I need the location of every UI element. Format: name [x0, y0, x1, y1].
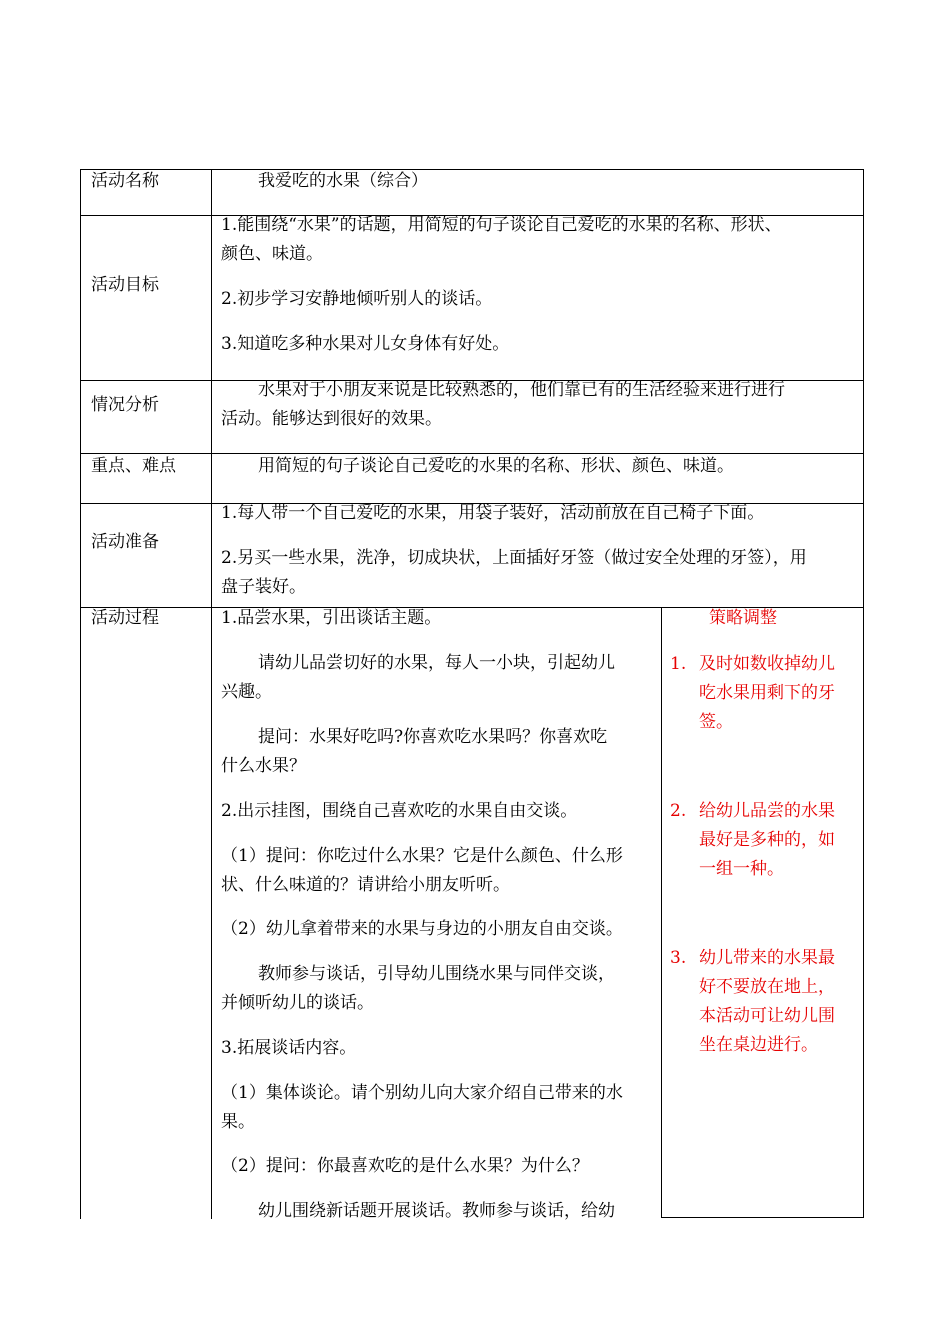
process-line: 2.出示挂图，围绕自己喜欢吃的水果自由交谈。	[221, 801, 578, 821]
label-activity-name: 活动名称	[91, 171, 159, 191]
analysis-line-1: 水果对于小朋友来说是比较熟悉的，他们靠已有的生活经验来进行进行	[258, 380, 785, 400]
process-line: 幼儿围绕新话题开展谈话。教师参与谈话，给幼	[258, 1201, 615, 1221]
strategy-number: 2.	[670, 801, 687, 821]
goal-line-1-cont: 颜色、味道。	[221, 244, 323, 264]
label-activity-goals: 活动目标	[91, 275, 159, 295]
table-border-right	[863, 169, 864, 1218]
process-line: 教师参与谈话，引导幼儿围绕水果与同伴交谈，	[258, 964, 615, 984]
strategy-item-line: 给幼儿品尝的水果	[699, 801, 835, 821]
process-line: 1.品尝水果，引出谈话主题。	[221, 608, 442, 628]
prep-line-2-cont: 盘子装好。	[221, 577, 306, 597]
strategy-item-line: 幼儿带来的水果最	[699, 948, 835, 968]
strategy-item-line: 好不要放在地上，	[699, 977, 835, 997]
goal-line-1: 1.能围绕“水果”的话题，用简短的句子谈论自己爱吃的水果的名称、形状、	[221, 215, 782, 235]
strategy-item-line: 吃水果用剩下的牙	[699, 683, 835, 703]
process-line: 果。	[221, 1112, 255, 1132]
strategy-item-line: 签。	[699, 712, 733, 732]
strategy-item-line: 坐在桌边进行。	[699, 1035, 818, 1055]
label-activity-process: 活动过程	[91, 608, 159, 628]
process-line: （1）提问：你吃过什么水果？它是什么颜色、什么形	[221, 846, 623, 866]
label-key-difficult-points: 重点、难点	[91, 456, 176, 476]
goal-line-3: 3.知道吃多种水果对儿女身体有好处。	[221, 334, 510, 354]
process-line: （1）集体谈论。请个别幼儿向大家介绍自己带来的水	[221, 1083, 623, 1103]
label-activity-preparation: 活动准备	[91, 532, 159, 552]
strategy-title: 策略调整	[709, 608, 777, 628]
prep-line-1: 1.每人带一个自己爱吃的水果，用袋子装好，活动前放在自己椅子下面。	[221, 503, 765, 523]
strategy-item-line: 最好是多种的，如	[699, 830, 835, 850]
strategy-item-line: 及时如数收掉幼儿	[699, 654, 835, 674]
label-column-divider	[211, 169, 212, 1219]
strategy-number: 3.	[670, 948, 687, 968]
process-line: 什么水果？	[221, 756, 306, 776]
goal-line-2: 2.初步学习安静地倾听别人的谈话。	[221, 289, 493, 309]
process-line: 3.拓展谈话内容。	[221, 1038, 357, 1058]
process-line: 并倾听幼儿的谈话。	[221, 993, 374, 1013]
strategy-item-line: 本活动可让幼儿围	[699, 1006, 835, 1026]
process-line: 状、什么味道的？请讲给小朋友听听。	[221, 875, 510, 895]
process-line: 请幼儿品尝切好的水果，每人一小块，引起幼儿	[258, 653, 615, 673]
process-line: （2）幼儿拿着带来的水果与身边的小朋友自由交谈。	[221, 919, 623, 939]
strategy-item-line: 一组一种。	[699, 859, 784, 879]
activity-name-value: 我爱吃的水果（综合）	[258, 171, 428, 191]
strategy-bottom	[661, 1217, 864, 1218]
table-border-left	[80, 169, 81, 1219]
process-line: 提问：水果好吃吗?你喜欢吃水果吗？你喜欢吃	[258, 727, 608, 747]
prep-line-2: 2.另买一些水果，洗净，切成块状，上面插好牙签（做过安全处理的牙签），用	[221, 548, 807, 568]
table-border-top	[80, 169, 864, 170]
label-situation-analysis: 情况分析	[91, 395, 159, 415]
strategy-number: 1.	[670, 654, 687, 674]
process-line: （2）提问：你最喜欢吃的是什么水果？为什么？	[221, 1156, 589, 1176]
process-line: 兴趣。	[221, 682, 272, 702]
focus-content: 用简短的句子谈论自己爱吃的水果的名称、形状、颜色、味道。	[258, 456, 734, 476]
strategy-column-divider	[661, 607, 662, 1218]
analysis-line-2: 活动。能够达到很好的效果。	[221, 409, 442, 429]
